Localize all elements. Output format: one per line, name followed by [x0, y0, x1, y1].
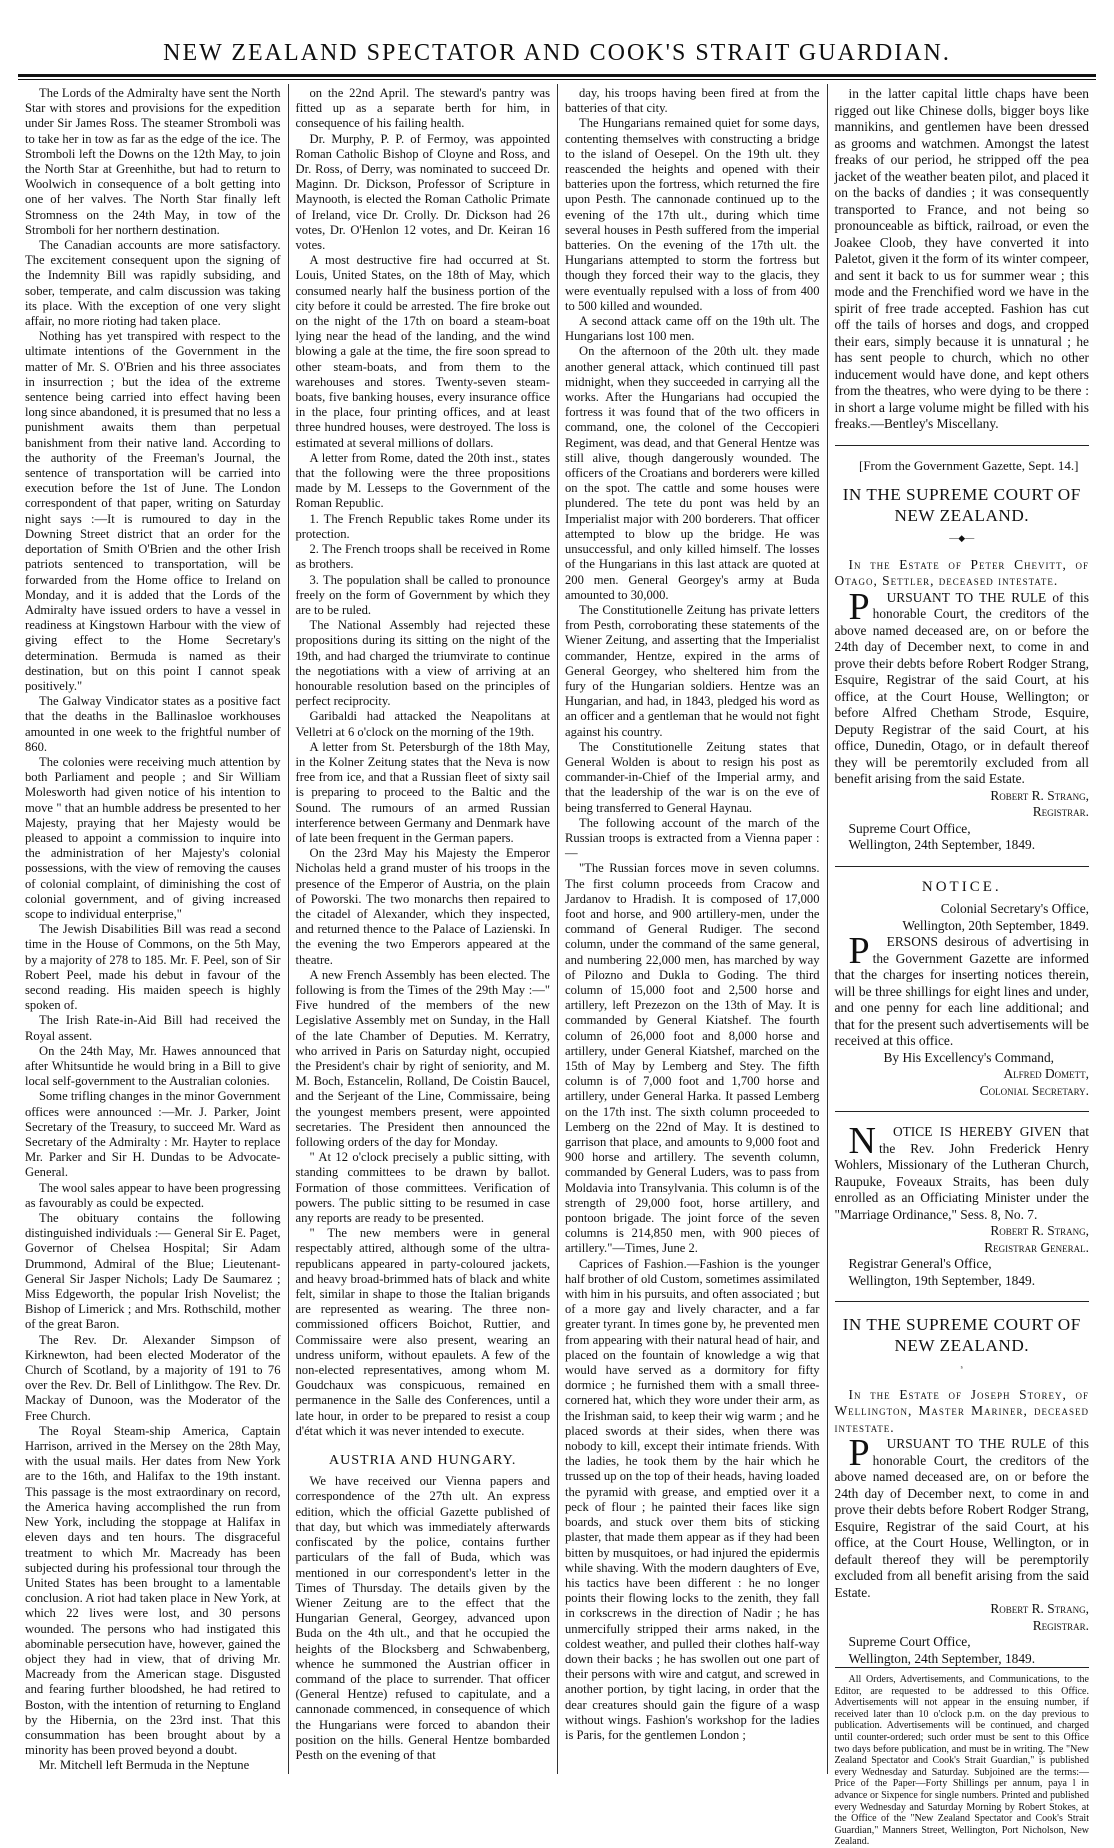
separator [835, 445, 1090, 446]
court-heading: IN THE SUPREME COURT OF NEW ZEALAND. [842, 485, 1081, 525]
article-paragraph: 1. The French Republic takes Rome under its protection. [295, 511, 550, 541]
columns [18, 84, 1096, 1848]
article-paragraph: The following account of the march of the Russian troops is extracted from a Vienna paper :— [565, 815, 820, 861]
article-paragraph: 3. The population shall be called to pronounce freely on the form of Government by which they are to be ruled. [295, 572, 550, 617]
article-paragraph: The obituary contains the following distinguished individuals :— General Sir E. Paget, Governor of Chelsea Hospital; Sir Adam Drummond, Admiral of the Blue; Lieutenant-General Sir Jasper Nichols; Lady De Saumarez ; Miss Edgeworth, the popular Irish Novelist; the Bishop of Limerick ; and Mrs. Rothschild, mother of the great Baron. [25, 1211, 281, 1332]
article-paragraph: 2. The French troops shall be received in Rome as brothers. [295, 542, 550, 572]
article-paragraph: A letter from St. Petersburgh of the 18th May, in the Kolner Zeitung states that the Neva is now free from ice, and that a Russian fleet of sixty sail is preparing to proceed to the Baltic and the Sound. The rumours of an armed Russian interference between Germany and Denmark have of late been frequent in the German papers. [295, 739, 550, 845]
article-paragraph: The Lords of the Admiralty have sent the North Star with stores and provisions for the expedition under Sir James Ross. The steamer Stromboli was to take her in tow as far as the edge of the ice. The Stromboli left the Downs on the 12th May, to join the North Star at Greenhithe, but had to return to Woolwich in consequence of a bolt getting into one of her valves. The North Star finally left Stromness on the 24th May, in tow of the Stromboli for her northern destination. [25, 86, 281, 237]
notice-date: Wellington, 24th September, 1849. [848, 1650, 1036, 1666]
notice-text: URSUANT TO THE RULE of this honorable Court, the creditors of the above named deceased are, on or before the 24th day of December next, to come in and prove their debts before Robert Rodger Strang, Esquire, Registrar of the said Court, at his office, at the Court House, Wellington; or before Alfred Chetham Strode, Esquire, Deputy Registrar of the said Court, at his office, Dunedin, Otago, or in default thereof they will be peremtorily excluded from all benefit arising from the said Estate. [834, 589, 1089, 786]
notice-date: Wellington, 24th September, 1849. [848, 837, 1036, 852]
article-paragraph: day, his troops having been fired at from the batteries of that city. [565, 86, 820, 116]
notice-body [834, 585, 1090, 788]
masthead-title: NEW ZEALAND SPECTATOR AND COOK'S STRAIT GUARDIAN. [163, 40, 951, 66]
masthead-rule-thin [18, 79, 1096, 80]
article-paragraph: on the 22nd April. The steward's pantry was fitted up as a separate berth for him, in consequence of his failing health. [295, 86, 550, 131]
article-paragraph: The Constitutionelle Zeitung states that General Wolden is about to resign his post as commander-in-Chief of the Imperial army, and that the leadership of the war is on the eve of being transferred to General Haynau. [565, 739, 820, 815]
office-date: Wellington, 20th September, 1849. [902, 917, 1089, 933]
notice-text: URSUANT TO THE RULE of this honorable Court, the creditors of the above named deceased are, on or before the 24th day of December next, to come in and prove their debts before Robert Rodger Strang, Esquire, Registrar of the said Court, at his office, at the Court House, Wellington, or in default thereof they will be peremptorily excluded from all benefit arising from the said Estate. [834, 1436, 1089, 1600]
article-paragraph: The Galway Vindicator states as a positive fact that the deaths in the Ballinasloe workhouses amounted in one week to the frightful number of 860. [25, 694, 281, 754]
signatory-role: Colonial Secretary. [979, 1082, 1089, 1098]
signatory-name: Robert R. Strang, [990, 1223, 1089, 1238]
article-paragraph: The wool sales appear to have been progressing as favourably as could be expected. [25, 1180, 281, 1210]
article-paragraph: A most destructive fire had occurred at St. Louis, United States, on the 18th of May, which consumed nearly half the business portion of the city before it could be arrested. The fire broke out on the night of the 17th on board a steam-boat lying near the head of the landing, and the wind blowing a gale at the time, the fire soon spread to other steam-boats, and from them to the warehouses and stores. Twenty-seven steam-boats, five banking houses, every insurance office in the place, four printing offices, and at least three hundred houses, were destroyed. The loss is estimated at several millions of dollars. [295, 253, 550, 450]
article-paragraph: Caprices of Fashion.—Fashion is the younger half brother of old Custom, sometimes assimilated with him in his pursuits, and often associated ; but of a more gay and lively character, and a far greater tyrant. In times gone by, he prevented men from appearing with their natural head of hair, and placed on the fountain of knowledge a wig that would have served as a dormitory for fifty dormice ; he furnished them with a small three-cornered hat, which they wore under their arm, as the Irishman said, to keep their wig warm ; and he placed swords at their sides, when there was nobody to kill, except their intimate friends. With the ladies, he took them by the hair which he trussed up on the top of their heads, having loaded the pyramid with grease, and emptied over it a peck of flour ; he painted their faces like sign boards, and stuck over them bits of sticking plaster, that made them appear as if they had been bitten by musquitoes, or had injured the epidermis while shaving. With the modern daughters of Eve, his tactics have been different : he no longer points their flowing locks to the zenith, they fall in corkscrews in the direction of Nadir ; he has unmercifully stripped their arms naked, in the coldest weather, and pulled their clothes half-way down their backs ; he has swollen out one part of their persons with wire and catgut, and screwed in another portion, by tight lacing, in order that the dear creatures should gain the figure of a wasp without wings. Fashion's workshop for the ladies is Paris, for the gentlemen London ; [565, 1256, 820, 1742]
article-paragraph: The colonies were receiving much attention by both Parliament and people ; and Sir William Molesworth had given notice of his intention to move " that an humble address be presented to her Majesty, praying that her Majesty would be pleased to appoint a commission to inquire into the administration of her Majesty's colonial possessions, with the view of removing the causes of colonial complaint, of diminishing the cost of colonial government, and of giving increased scope to individual enterprise," [25, 754, 281, 921]
article-paragraph: The Royal Steam-ship America, Captain Harrison, arrived in the Mersey on the 28th May, with the usual mails. Her dates from New York are to the 16th, and Halifax to the 19th instant. This passage is the most extraordinary on record, the America having accomplished the run from New York, including the stoppage at Halifax in eleven days and ten hours. The disgraceful treatment to which Mr. Macready has been subjected during his professional tour through the United States has been brought to a lamentable conclusion. A riot had taken place in New York, at which 22 lives were lost, and 30 persons wounded. The persons who had instigated this abominable persecution have, however, gained the object they had in view, that of driving Mr. Macready from the American stage. Disgusted and fearing further bloodshed, he had retired to Boston, with the intention of returning to England by the Hibernia, on the 23rd inst. That this consummation has been brought about by a minority has been proved beyond a doubt. [25, 1423, 281, 1758]
office-name: Registrar General's Office, [848, 1256, 992, 1271]
article-paragraph: A new French Assembly has been elected. The following is from the Times of the 29th May :—" Five hundred of the members of the new Legislative Assembly met on Sunday, in the Hall of the late Chamber of Deputies. M. Kerratry, who arrived in Paris on Saturday night, occupied the President's chair by right of seniority, and M. M. Boch, Estancelin, Rolland, De Coistin Baucel, and the Serjeant of the Line, Commissaire, being the youngest members present, were appointed secretaries. The President then announced the following orders of the day for Monday. [295, 967, 550, 1150]
signatory-name: Robert R. Strang, [990, 787, 1089, 803]
notice-text: OTICE IS HEREBY GIVEN that the Rev. John Frederick Henry Wohlers, Missionary of the Lutheran Church, Raupuke, Foveaux Straits, has been duly enrolled as an Officiating Minister under the "Marriage Ordinance," Sess. 8, No. 7. [834, 1124, 1089, 1222]
article-paragraph: The Constitutionelle Zeitung has private letters from Pesth, corroborating these statements of the Wiener Zeitung, and asserting that the Imperialist commander, Hentze, expired in the arms of General Georgey, who sheltered him from the fury of the Hungarian soldiers. Hentze was an Hungarian, and had, in 1843, pledged his word as an officer and a gentleman that he would not fight against his country. [565, 602, 820, 739]
separator [835, 866, 1090, 867]
signatory-role: Registrar. [1032, 1617, 1089, 1633]
drop-cap: P [848, 585, 870, 628]
notice-body [834, 1120, 1090, 1223]
article-paragraph: Mr. Mitchell left Bermuda in the Neptune [39, 1758, 250, 1773]
signatory-role: Registrar General. [984, 1239, 1089, 1255]
notice-text: ERSONS desirous of advertising in the Government Gazette are informed that the charges for inserting notices therein, will be three shillings for eight lines and under, and one penny for each line additional; and that for the present such advertisements will be received at this office. [834, 934, 1089, 1048]
notice-title: NOTICE. [921, 878, 1002, 895]
drop-cap: P [848, 1432, 870, 1474]
column-4-advertisements [827, 84, 1097, 1848]
article-paragraph: The Jewish Disabilities Bill was read a second time in the House of Commons, on the 5th May, by a majority of 278 to 185. Mr. F. Peel, son of Sir Robert Peel, made his debut in favour of the second reading. His maiden speech is highly spoken of. [25, 922, 281, 1013]
article-paragraph: On the 23rd May his Majesty the Emperor Nicholas held a grand muster of his troops in the presence of the Emperor of Austria, on the plain of Poworski. The two monarchs then repaired to the citadel of Alexander, which they inspected, and returned thence to the Palace of Lazienski. In the evening the two Emperors appeared at the theatre. [295, 846, 550, 967]
article-paragraph: The National Assembly had rejected these propositions during its sitting on the night of the 19th, and had charged the triumvirate to continue the negotiations with a view of arriving at an honourable resolution based on the principles of perfect reciprocity. [295, 618, 550, 709]
article-paragraph: Some trifling changes in the minor Government offices were announced :—Mr. J. Parker, Joint Secretary of the Treasury, to succeed Mr. Ward as Secretary of the Admiralty : Mr. Hayter to replace Mr. Parker and Sir H. Dundas to be Advocate-General. [25, 1089, 281, 1180]
article-paragraph: On the afternoon of the 20th ult. they made another general attack, which continued till past midnight, when they succeeded in carrying all the works. After the Hungarians had occupied the fortress it was found that of the two officers in command, one, the colonel of the Ceccopieri Regiment, was dead, and that General Hentze was still alive, though dangerously wounded. The officers of the Croatians and borderers were killed on the spot. The cattle and some houses were plundered. The tete du pont was held by an Imperialist major with 200 borderers. That officer attempted to blow up the bridge. He was unsuccessful, and only killed himself. The losses of the Hungarians in this last attack are quoted at 200 men. General Georgey's army at Buda amounted to 30,000. [565, 344, 820, 602]
notice-date: Wellington, 19th September, 1849. [848, 1272, 1036, 1288]
column-2 [288, 84, 558, 1774]
article-paragraph: "The Russian forces move in seven columns. The first column proceeds from Cracow and Jardanov to Hradish. It is composed of 17,000 foot and horse, and 900 artillery-men, under the command of General Rudiger. The second column, under the command of the same general, and numbering 22,000 men, has marched by way of Pilozno and Dukla to Goding. The third column of 15,000 foot and 2,500 horse and artillery, left Prezezon on the 13th of May. It is commanded by General Kiatshef. The fourth column of 26,000 foot and 8,000 horse and artillery, under General Kiatshef, marched on the 15th of May by Lemberg and Stey. The fifth column is of 7,000 foot and 1,700 horse and artillery, under General Harka. It passed Lemberg on the 17th inst. The sixth column proceeded to Lemberg on the 22nd of May. It is destined to garrison that place, and amounts to 9,000 foot and 900 horse and artillery. The seventh column, commanded by General Luders, was to pass from Moldavia into Transylvania. This column is of the strength of 29,000 foot, horse artillery, and pontoon brigade. The joint force of the seven columns is 214,850 men, with 900 pieces of artillery."—Times, June 2. [565, 861, 820, 1256]
article-paragraph: Dr. Murphy, P. P. of Fermoy, was appointed Roman Catholic Bishop of Cloyne and Ross, and Dr. Ross, of Derry, was nominated to succeed Dr. Maginn. Dr. Dickson, Professor of Scripture in Maynooth, is elected the Roman Catholic Primate of Ireland, vice Dr. Crolly. Dr. Dickson had 26 votes, Dr. O'Henlon 12 votes, and Dr. Keiran 16 votes. [295, 131, 550, 253]
article-paragraph: We have received our Vienna papers and correspondence of the 27th ult. An express edition, which the official Gazette published of that day, but which was immediately afterwards confiscated by the police, contains further particulars of the fall of Buda, which was mentioned in our correspondent's letter in the Times of Thursday. The details given by the Wiener Zeitung are to the effect that the Hungarian General, Georgey, advanced upon Buda on the 4th ult., and that he occupied the heights of the Blocksberg and Schwabenberg, whence he summoned the Austrian officer in command of the place to surrender. That officer (General Hentze) refused to capitulate, and a cannonade commenced, in consequence of which the Hungarians were forced to abandon their position on the hills. General Hentze bombarded Pesth on the evening of that [295, 1474, 550, 1762]
signatory-name: Alfred Domett, [1003, 1066, 1089, 1081]
office-name: Supreme Court Office, [848, 1634, 971, 1649]
signatory-name: Robert R. Strang, [990, 1601, 1089, 1616]
ornament-diamond-icon: —◆— [949, 533, 975, 543]
article-paragraph: A letter from Rome, dated the 20th inst., states that the following were the three propositions made by M. Lesseps to the Government of the Roman Republic. [295, 450, 550, 511]
article-paragraph: " At 12 o'clock precisely a public sitting, with standing committees to be drawn by ballot. Formation of those committees. Verification of powers. The public sitting to be resumed in case any reports are ready to be presented. [295, 1150, 550, 1226]
column-1 [18, 84, 288, 1774]
article-paragraph: The Irish Rate-in-Aid Bill had received the Royal assent. [25, 1013, 281, 1043]
column-3 [557, 84, 827, 1774]
drop-cap: N [848, 1120, 876, 1162]
article-paragraph: " The new members were in general respectably attired, although some of the ultra-republicans appeared in party-coloured jackets, and heavy broad-brimmed hats of black and white felt, similar in shape to those the Italian brigands are represented as wearing. The three non-commissioned officers Boichot, Ruttier, and Commissaire were also present, wearing an undress uniform, without epaulets. A few of the non-elected representatives, among whom M. Goudchaux was conspicuous, remained en permanence in the Salle des Conferences, until a late hour, in order to be prepared to resist a coup d'état which it was never intended to execute. [295, 1226, 550, 1438]
publication-footer: All Orders, Advertisements, and Communications, to the Editor, are requested to be addressed to this Office. Advertisements will not appear in the ensuing number, if received later than 10 o'clock p.m. on the day previous to publication. Advertisements will be continued, and charged until counter-ordered; such order must be sent to this Office two days before publication, and must be in writing. The "New Zealand Spectator and Cook's Strait Guardian," is published every Wednesday and Saturday. Subjoined are the terms:— Price of the Paper—Forty Shillings per annum, paya l in advance or Sixpence for single numbers. Printed and published every Wednesday and Saturday Morning by Robert Stokes, at the Office of the "New Zealand Spectator and Cook's Strait Guardian," Manners Street, Wellington, Port Nicholson, New Zealand. [835, 1667, 1090, 1848]
article-paragraph: Garibaldi had attacked the Neapolitans at Velletri at 6 o'clock on the morning of the 19th. [295, 709, 550, 739]
article-paragraph: A second attack came off on the 19th ult. The Hungarians lost 100 men. [565, 314, 820, 344]
article-paragraph: Nothing has yet transpired with respect to the ultimate intentions of the Government in the matter of Mr. S. O'Brien and his three associates in insurrection ; but the idea of the extreme sentence being carried into effect having been long since abandoned, it is presumed that no less a punishment awaits them than perpetual banishment from their native land. According to the authority of the Freeman's Journal, the sentence of transportation will be carried into execution before the 1st of June. The London correspondent of that paper, writing on Saturday night says :—It is rumoured to day in the Downing Street district that an order for the deportation of Smith O'Brien and the other Irish patriots sentenced to transportation, will be forwarded from the Home office to Ireland on Monday, and it is added that the Lords of the Admiralty have issued orders to have a vessel in readiness at Kingstown Harbour with the view of giving effect to the Home Secretary's determination. Bermuda is named as their destination, but on this point I cannot speak positively." [25, 329, 281, 693]
gazette-source-note: [From the Government Gazette, Sept. 14.] [859, 457, 1079, 473]
estate-title: In the Estate of Joseph Storey, of Wellington, Master Mariner, deceased intestate. [834, 1386, 1089, 1435]
notice-body [834, 1432, 1090, 1601]
separator [835, 1111, 1090, 1112]
article-paragraph: The Hungarians remained quiet for some days, contenting themselves with constructing a bridge to the island of Oesepel. On the 19th ult. they reascended the heights and opened with their batteries upon the fortress, which returned the fire upon Pesth. The cannonade continued up to the evening of the 17th ult., during which time several houses in Pesth suffered from the imperial batteries. On the evening of the 17th ult. the Hungarians attempted to storm the fortress but though they forced their way to the glacis, they were eventually repulsed with a loss of from 400 to 500 killed and wounded. [565, 116, 820, 313]
separator [835, 1301, 1090, 1302]
notice-body [834, 930, 1090, 1050]
signatory-role: Registrar. [1032, 804, 1089, 819]
section-heading-austria-hungary: AUSTRIA AND HUNGARY. [329, 1453, 517, 1469]
drop-cap: P [848, 930, 870, 972]
office-name: Supreme Court Office, [848, 820, 971, 836]
masthead-rule [18, 74, 1096, 77]
article-paragraph: in the latter capital little chaps have been rigged out like Chinese dolls, bigger boys like mannikins, and gentlemen have been dressed as grooms and watchmen. Amongst the latest freaks of our period, he stripped off the pea jacket of the weather beaten pilot, and placed it on the backs of dandies ; it was consequently transported to France, and not being so pronounceable as biftick, railroad, or even the Joakee Cloob, they have converted it into Paletot, given it the form of its winter compeer, and sent it back to us for summer wear ; this mode and the Frenchified word we have in the spirit of free trade accepted. Fashion has cut off the tails of horses and dogs, and cropped their ears, simply because it is unnatural ; he has sent people to church, which no other inducement would have done, and kept others from the theatres, who were dying to be there : in short a large volume might be filled with his freaks.—Bentley's Miscellany. [834, 86, 1089, 431]
article-paragraph: The Rev. Dr. Alexander Simpson of Kirknewton, had been elected Moderator of the Church of Scotland, by a majority of 191 to 76 over the Rev. Dr. Bell of Linlithgow. The Rev. Dr. Mackay of Dunoon, was the Moderator of the Free Church. [25, 1332, 281, 1423]
estate-title: In the Estate of Peter Chevitt, of Otago, Settler, deceased intestate. [834, 556, 1089, 588]
command-line: By His Excellency's Command, [883, 1049, 1054, 1065]
office-address: Colonial Secretary's Office, [940, 901, 1089, 916]
article-paragraph: On the 24th May, Mr. Hawes announced that after Whitsuntide he would bring in a Bill to give local self-government to the Australian colonies. [25, 1043, 281, 1089]
court-heading: IN THE SUPREME COURT OF NEW ZEALAND. [842, 1315, 1081, 1355]
ornament-diamond-icon: ˢ [960, 1363, 963, 1373]
article-paragraph: The Canadian accounts are more satisfactory. The excitement consequent upon the signing of the Indemnity Bill was rapidly subsiding, and sober, temperate, and calm discussion was taking its place. With the exception of one very slight affair, no more rioting had taken place. [25, 238, 281, 329]
